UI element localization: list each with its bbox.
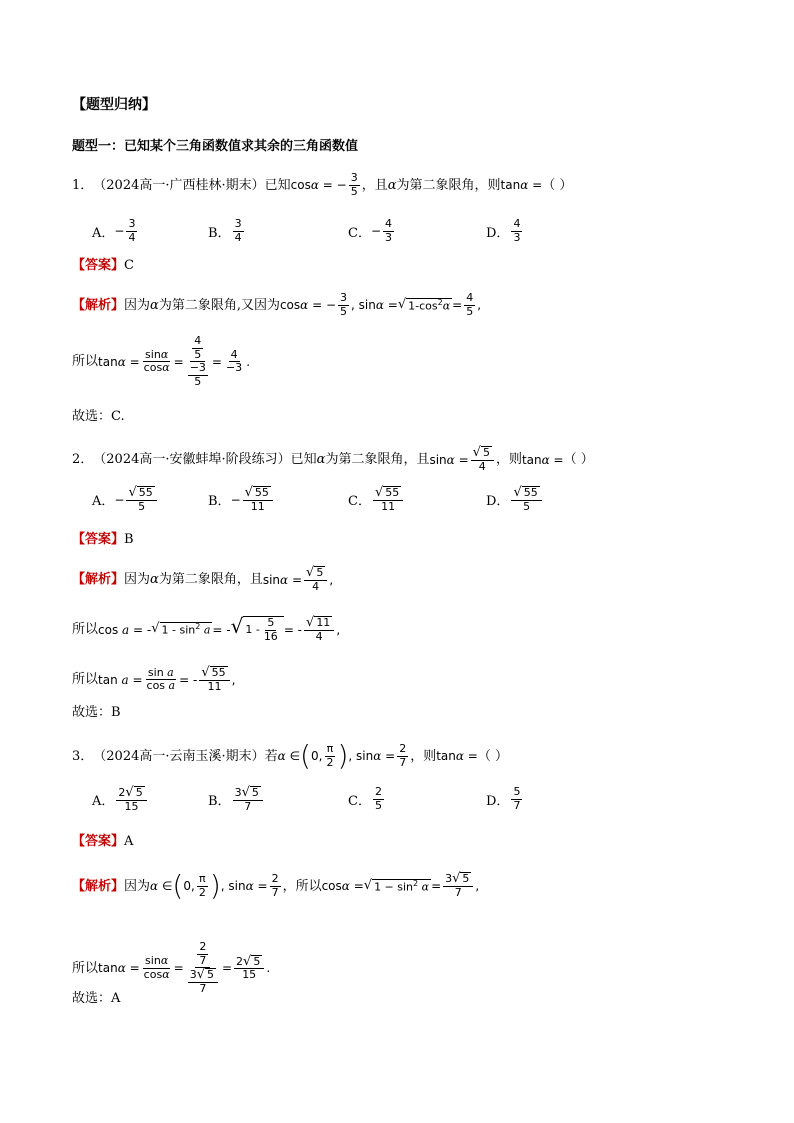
option-b: B． − √ 55 11 [208,486,275,513]
question-1-stem: 1． （2024高一·广西桂林·期末） 已知 cosα = − $\frac{3}{5}$ ，且 α 为第二象限角，则 tanα = （ ） [72,171,573,198]
analysis-1-line-2: 所以 tanα = $\frac{\sin\alpha}{\cos\alpha}$ = $\frac{\frac{4}{5}}{\frac{-3}{5}}$ = $\frac{4}{-3}$ . [72,334,251,388]
option-c: C． $\frac{2}{5}$ [348,785,382,812]
question-2-stem: 2． （2024高一·安徽蚌埠·阶段练习） 已知 α 为第二象限角，且 sinα = √ 5 4 ，则 tanα = （ ） [72,445,594,473]
section-title: 【题型归纳】 [72,97,156,113]
analysis-2-line-2: 所以 cos a = - √ $1 - \sin^2 a$ = - √ 1 - $\frac{5}{16}$ = - √ 11 4 , [72,614,341,643]
analysis-3-line-1: 【解析】 因为 α ∈ ( 0, $\frac{\pi}{2}$ ) , sinα = $\frac{2}{7}$ ，所以 cosα = √ $1 - \sin^2 \alpha$ = 3 √ 5 7 , [72,869,480,902]
analysis-2-line-3: 所以 tan a = $\frac{\text{sin a}}{\text{cos a}}$ = - √ 55 11 , [72,665,236,693]
answer-3: 【答案】 A [72,834,134,849]
option-d: D． $\frac{4}{3}$ [486,217,521,244]
option-a: A． − √ 55 5 [92,486,159,513]
question-number: 1． [72,177,94,193]
answer-blank: （ ） [542,177,573,193]
answer-2: 【答案】 B [72,532,134,547]
option-c: C． − $\frac{4}{3}$ [348,217,393,244]
type1-title: 题型一：已知某个三角函数值求其余的三角函数值 [72,139,359,154]
analysis-1-line-1: 【解析】 因为 α 为第二象限角,又因为 cosα = − $\frac{3}{5}$ , sinα = √ $1-\cos^2\alpha$ = $\frac{4}{5}$ , [72,291,482,318]
analysis-3-line-2: 所以 tanα = $\frac{\sin\alpha}{\cos\alpha}$ = $\frac{2}{7}$ 3 √ 5 7 = 2 √ 5 15 . [72,940,271,995]
analysis-2-line-1: 【解析】 因为 α 为第二象限角，且 sinα = √ 5 4 , [72,565,334,593]
question-source: （2024高一·广西桂林·期末） [93,177,265,193]
option-b: B． $\frac{3}{4}$ [208,217,242,244]
option-d: D． $\frac{5}{7}$ [486,785,521,812]
option-d: D． √ 55 5 [486,486,544,513]
answer-1: 【答案】 C [72,258,134,273]
option-c: C． √ 55 11 [348,486,405,513]
question-3-stem: 3． （2024高一·云南玉溪·期末） 若 α ∈ ( 0, $\frac{\pi}{2}$ ) , sinα = $\frac{2}{7}$ ，则 tanα = （ ） [72,739,508,772]
option-b: B． 3 √ 5 7 [208,786,265,813]
conclusion-2: 故选：B [72,705,121,720]
conclusion-1: 故选：C. [72,409,125,424]
option-a: A． 2 √ 5 15 [92,786,149,813]
option-a: A． − $\frac{3}{4}$ [92,217,136,244]
conclusion-3: 故选：A [72,991,121,1006]
